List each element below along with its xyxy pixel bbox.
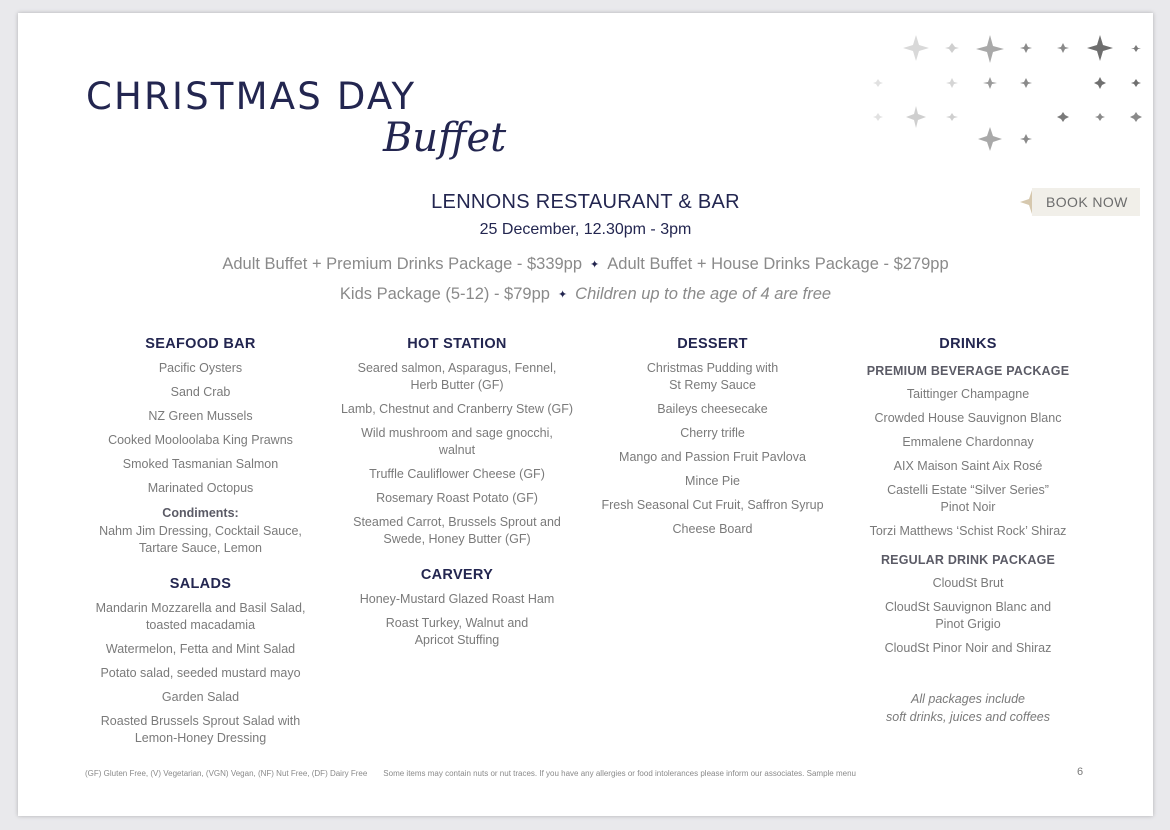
event-date: 25 December, 12.30pm - 3pm — [479, 221, 692, 238]
menu-item-line: Sand Crab — [170, 385, 231, 399]
condiments-line: Nahm Jim Dressing, Cocktail Sauce, — [99, 524, 302, 538]
menu-item-line: Steamed Carrot, Brussels Sprout and — [353, 515, 561, 529]
menu-item-line: Baileys cheesecake — [657, 402, 768, 416]
menu-item-line: Cooked Mooloolaba King Prawns — [108, 433, 293, 447]
star-icon — [1020, 43, 1032, 53]
menu-item — [590, 473, 835, 490]
section-title-dessert: DESSERT — [677, 336, 748, 352]
menu-item — [590, 449, 835, 466]
menu-item — [590, 401, 835, 418]
menu-item-line: St Remy Sauce — [669, 378, 756, 392]
menu-item-line: toasted macadamia — [145, 618, 256, 632]
menu-item-line: Wild mushroom and sage gnocchi, — [361, 426, 553, 440]
premium-drinks-list — [845, 386, 1091, 540]
menu-item — [80, 456, 321, 473]
star-icon — [1131, 45, 1141, 52]
regular-drinks-list — [845, 575, 1091, 657]
menu-item — [334, 360, 580, 394]
section-title-salads: SALADS — [169, 576, 232, 592]
menu-item-line: Roast Turkey, Walnut and — [385, 616, 529, 630]
packages-note-line: All packages include — [911, 692, 1025, 706]
menu-item — [80, 665, 321, 682]
menu-item-line: Potato salad, seeded mustard mayo — [100, 666, 301, 680]
section-title-seafood: SEAFOOD BAR — [145, 336, 256, 352]
menu-item — [334, 401, 580, 418]
menu-item — [590, 521, 835, 538]
star-icon — [946, 113, 958, 121]
carvery-list — [334, 591, 580, 649]
dessert-list — [590, 360, 835, 538]
menu-item-line: Taittinger Champagne — [906, 387, 1030, 401]
premium-package-title: PREMIUM BEVERAGE PACKAGE — [866, 364, 1070, 378]
menu-item-line: Honey-Mustard Glazed Roast Ham — [359, 592, 555, 606]
venue-name: LENNONS RESTAURANT & BAR — [431, 191, 740, 213]
star-icon — [1131, 79, 1141, 87]
star-icon — [1087, 35, 1113, 61]
menu-item — [334, 466, 580, 483]
seafood-list — [80, 360, 321, 497]
menu-item-line: Pacific Oysters — [158, 361, 243, 375]
menu-item-line: Cheese Board — [672, 522, 753, 536]
star-icon — [1095, 113, 1105, 121]
menu-item — [80, 360, 321, 377]
condiments-title: Condiments: — [162, 506, 239, 520]
menu-item — [845, 523, 1091, 540]
menu-item-line: Pinot Grigio — [935, 617, 1001, 631]
menu-column-dessert — [590, 335, 835, 538]
star-icon — [903, 35, 929, 61]
menu-item — [845, 575, 1091, 592]
separator-star-icon: ✦ — [590, 259, 600, 271]
menu-item — [845, 410, 1091, 427]
menu-item-line: Castelli Estate “Silver Series” — [887, 483, 1049, 497]
hot-station-list — [334, 360, 580, 548]
menu-item — [334, 591, 580, 608]
star-icon — [873, 113, 883, 121]
menu-item-line: CloudSt Brut — [932, 576, 1004, 590]
star-icon — [906, 106, 926, 128]
menu-item-line: Herb Butter (GF) — [410, 378, 504, 392]
menu-item-line: Roasted Brussels Sprout Salad with — [100, 714, 301, 728]
menu-item-line: CloudSt Pinor Noir and Shiraz — [884, 641, 1052, 655]
pricing-line-1 — [18, 255, 1153, 274]
star-icon — [1130, 112, 1142, 122]
star-decoration — [838, 13, 1153, 163]
menu-item-line: Rosemary Roast Potato (GF) — [376, 491, 538, 505]
kids-free-note: Children up to the age of 4 are free — [575, 285, 832, 303]
menu-item — [80, 384, 321, 401]
menu-item-line: AIX Maison Saint Aix Rosé — [893, 459, 1043, 473]
star-icon — [976, 35, 1004, 63]
menu-column-drinks — [845, 335, 1091, 726]
price-kids: Kids Package (5-12) - $79pp — [339, 285, 550, 303]
menu-item — [845, 599, 1091, 633]
menu-item-line: Swede, Honey Butter (GF) — [383, 532, 531, 546]
section-title-carvery: CARVERY — [420, 567, 494, 583]
page-title: CHRISTMAS DAY — [86, 75, 417, 118]
section-title-drinks: DRINKS — [939, 336, 997, 352]
menu-item — [845, 434, 1091, 451]
menu-item — [845, 482, 1091, 516]
menu-item-line: Mandarin Mozzarella and Basil Salad, — [95, 601, 306, 615]
star-icon — [946, 78, 958, 88]
menu-item — [80, 641, 321, 658]
footer-notes — [85, 769, 856, 778]
menu-item-line: Seared salmon, Asparagus, Fennel, — [357, 361, 557, 375]
menu-item — [334, 490, 580, 507]
star-icon — [1094, 77, 1106, 89]
menu-item-line: Lemon-Honey Dressing — [134, 731, 267, 745]
pricing-line-2 — [18, 285, 1153, 304]
menu-item-line: Cherry trifle — [680, 426, 745, 440]
menu-item-line: Crowded House Sauvignon Blanc — [874, 411, 1062, 425]
menu-item-line: Christmas Pudding with — [646, 361, 779, 375]
allergy-disclaimer: Some items may contain nuts or nut traces. If you have any allergies or food intolerances please inform our associates. Sample menu — [383, 769, 856, 778]
page-subtitle-script: Buffet — [383, 115, 507, 161]
menu-item — [845, 640, 1091, 657]
menu-item — [334, 425, 580, 459]
condiments-line: Tartare Sauce, Lemon — [139, 541, 262, 555]
book-now-label: BOOK NOW — [1032, 188, 1140, 216]
menu-column-hot-carvery — [334, 335, 580, 649]
menu-item — [334, 514, 580, 548]
menu-item — [80, 480, 321, 497]
packages-note — [845, 690, 1091, 726]
menu-column-seafood-salads — [80, 335, 321, 747]
menu-item — [590, 425, 835, 442]
menu-item-line: Pinot Noir — [940, 500, 996, 514]
menu-item — [80, 432, 321, 449]
star-icon — [1020, 134, 1032, 144]
menu-item — [334, 615, 580, 649]
dietary-legend: (GF) Gluten Free, (V) Vegetarian, (VGN) Vegan, (NF) Nut Free, (DF) Dairy Free — [85, 769, 368, 778]
menu-page — [18, 13, 1153, 816]
star-icon — [945, 43, 959, 53]
menu-item-line: CloudSt Sauvignon Blanc and — [884, 600, 1052, 614]
menu-item-line: Mango and Passion Fruit Pavlova — [619, 450, 806, 464]
menu-item-line: Smoked Tasmanian Salmon — [122, 457, 279, 471]
menu-item-line: Watermelon, Fetta and Mint Salad — [105, 642, 296, 656]
salads-list — [80, 600, 321, 747]
price-adult-house: Adult Buffet + House Drinks Package - $279pp — [607, 255, 949, 273]
menu-item-line: Truffle Cauliflower Cheese (GF) — [369, 467, 545, 481]
menu-item-line: walnut — [438, 443, 476, 457]
separator-star-icon: ✦ — [557, 289, 568, 301]
menu-item — [845, 458, 1091, 475]
menu-item-line: Lamb, Chestnut and Cranberry Stew (GF) — [340, 402, 574, 416]
menu-item — [590, 360, 835, 394]
menu-item — [80, 600, 321, 634]
menu-item-line: Emmalene Chardonnay — [902, 435, 1034, 449]
star-icon — [873, 79, 883, 87]
star-icon — [1057, 43, 1069, 53]
page-number: 6 — [1077, 766, 1084, 778]
menu-item-line: Apricot Stuffing — [414, 633, 500, 647]
menu-item-line: Garden Salad — [161, 690, 240, 704]
menu-item-line: NZ Green Mussels — [148, 409, 253, 423]
menu-item — [80, 713, 321, 747]
menu-item-line: Fresh Seasonal Cut Fruit, Saffron Syrup — [601, 498, 824, 512]
menu-item — [80, 408, 321, 425]
menu-item — [80, 689, 321, 706]
condiments-list — [80, 523, 321, 557]
star-icon — [1020, 78, 1032, 88]
menu-item-line: Marinated Octopus — [147, 481, 254, 495]
price-adult-premium: Adult Buffet + Premium Drinks Package - $339pp — [222, 255, 583, 273]
star-icon — [1057, 112, 1069, 122]
star-icon — [978, 127, 1002, 151]
star-icon — [983, 77, 997, 89]
menu-item-line: Torzi Matthews ‘Schist Rock’ Shiraz — [869, 524, 1067, 538]
menu-item-line: Mince Pie — [685, 474, 740, 488]
regular-package-title: REGULAR DRINK PACKAGE — [880, 553, 1056, 567]
packages-note-line: soft drinks, juices and coffees — [886, 710, 1050, 724]
menu-item — [845, 386, 1091, 403]
menu-item — [590, 497, 835, 514]
section-title-hot-station: HOT STATION — [407, 336, 507, 352]
